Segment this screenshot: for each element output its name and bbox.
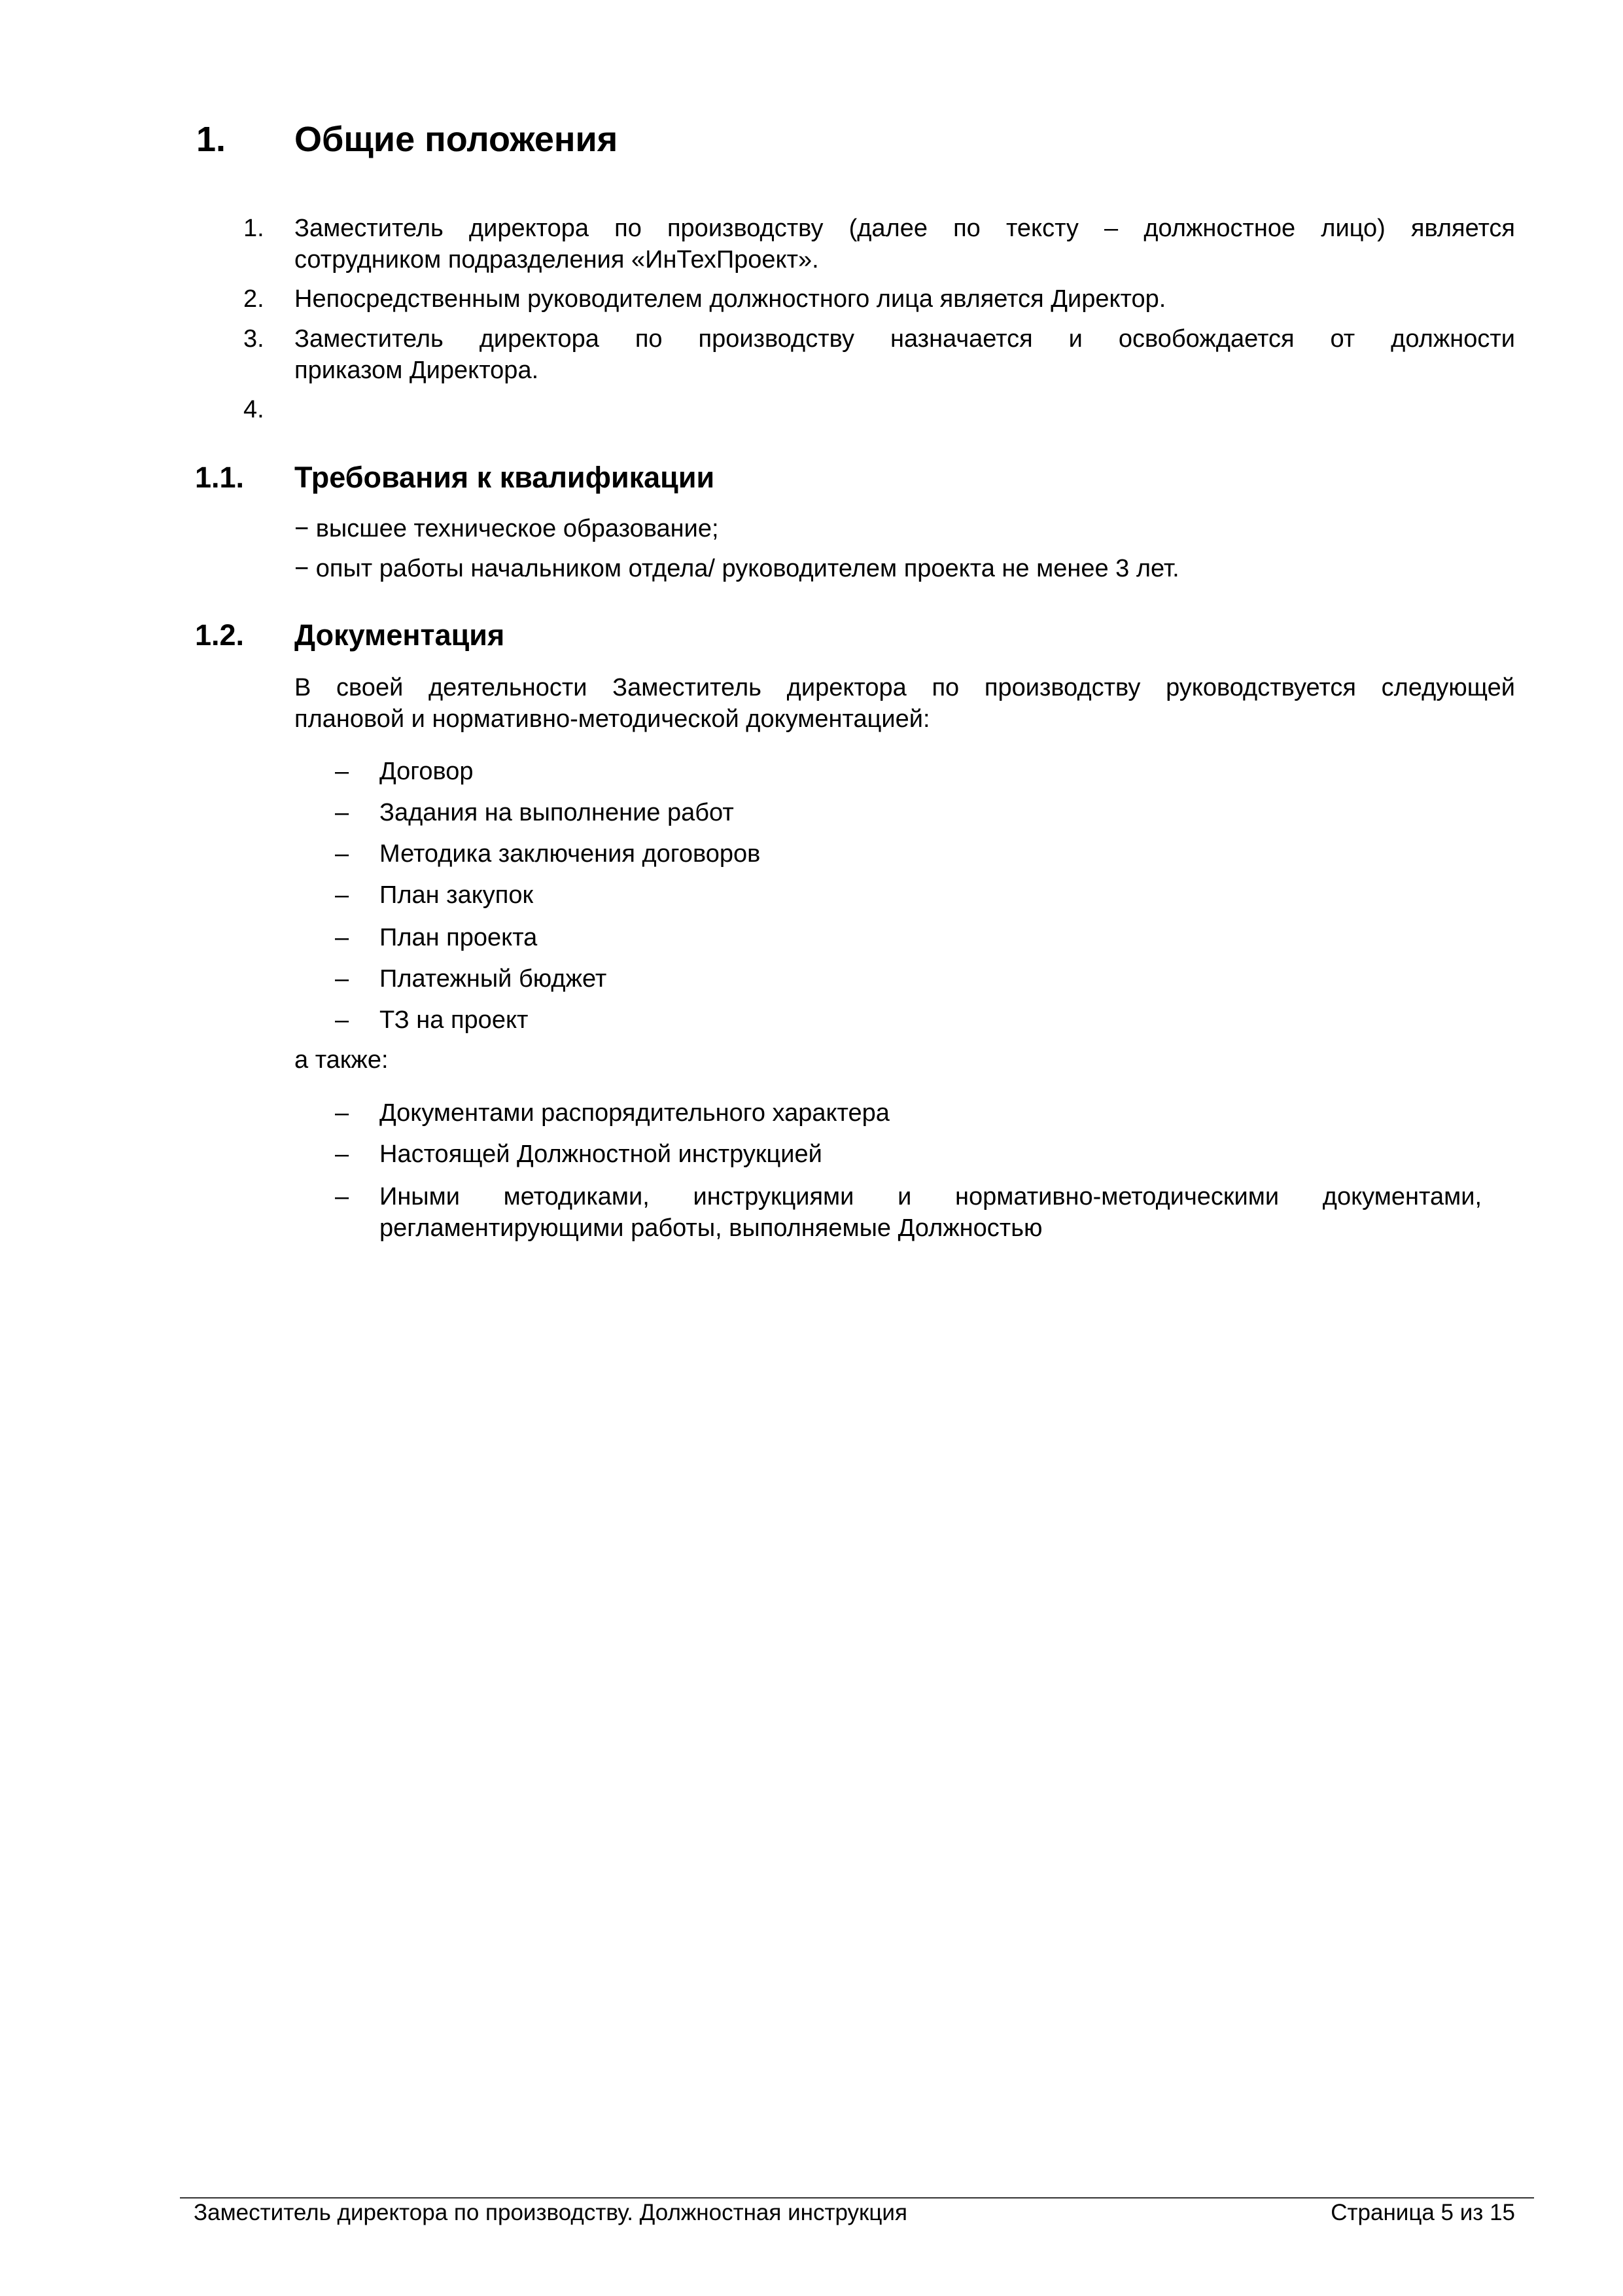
dash-bullet-icon: –: [335, 965, 349, 993]
section-1-2-number: 1.2.: [195, 618, 245, 652]
document-item: Настоящей Должностной инструкцией: [379, 1140, 822, 1168]
document-item: Документами распорядительного характера: [379, 1099, 890, 1127]
list-item-text-cont: сотрудником подразделения «ИнТехПроект».: [294, 246, 819, 274]
dash-bullet-icon: –: [335, 1140, 349, 1168]
qualification-item: − высшее техническое образование;: [294, 515, 719, 542]
dash-bullet-icon: –: [335, 1099, 349, 1127]
list-item-number: 2.: [243, 285, 264, 313]
also-label: а также:: [294, 1046, 389, 1074]
document-item: План закупок: [379, 881, 534, 909]
footer-divider: [180, 2197, 1534, 2199]
documentation-intro: В своей деятельности Заместитель директора по производству руководствуется следующей: [294, 674, 1515, 701]
dash-bullet-icon: –: [335, 799, 349, 826]
footer-document-title: Заместитель директора по производству. Должностная инструкция: [194, 2200, 907, 2225]
dash-bullet-icon: –: [335, 840, 349, 868]
list-item-text: Заместитель директора по производству назначается и освобождается от должности: [294, 325, 1515, 353]
dash-bullet-icon: –: [335, 881, 349, 909]
document-item: План проекта: [379, 924, 538, 951]
dash-bullet-icon: –: [335, 924, 349, 951]
list-item-number: 4.: [243, 396, 264, 423]
qualification-item: − опыт работы начальником отдела/ руководителем проекта не менее 3 лет.: [294, 555, 1179, 582]
documentation-intro-cont: плановой и нормативно-методической документацией:: [294, 705, 930, 733]
section-1-1-number: 1.1.: [195, 461, 245, 494]
dash-bullet-icon: –: [335, 758, 349, 785]
document-item: Методика заключения договоров: [379, 840, 761, 868]
list-item-number: 3.: [243, 325, 264, 353]
list-item-text: Непосредственным руководителем должностного лица является Директор.: [294, 285, 1166, 313]
document-item: ТЗ на проект: [379, 1006, 529, 1034]
document-item-cont: регламентирующими работы, выполняемые Должностью: [379, 1214, 1043, 1242]
section-1-1-title: Требования к квалификации: [294, 461, 715, 494]
footer-page-number: Страница 5 из 15: [1331, 2200, 1515, 2225]
document-item: Задания на выполнение работ: [379, 799, 734, 826]
list-item-text-cont: приказом Директора.: [294, 357, 539, 384]
document-item: Договор: [379, 758, 474, 785]
list-item-text: Заместитель директора по производству (далее по тексту – должностное лицо) является: [294, 215, 1515, 242]
list-item-number: 1.: [243, 215, 264, 242]
section-1-title: Общие положения: [294, 120, 618, 159]
document-item: Платежный бюджет: [379, 965, 607, 993]
section-1-2-title: Документация: [294, 618, 505, 652]
document-item: Иными методиками, инструкциями и нормативно-методическими документами,: [379, 1183, 1482, 1210]
dash-bullet-icon: –: [335, 1006, 349, 1034]
section-1-number: 1.: [196, 120, 226, 159]
dash-bullet-icon: –: [335, 1183, 349, 1210]
